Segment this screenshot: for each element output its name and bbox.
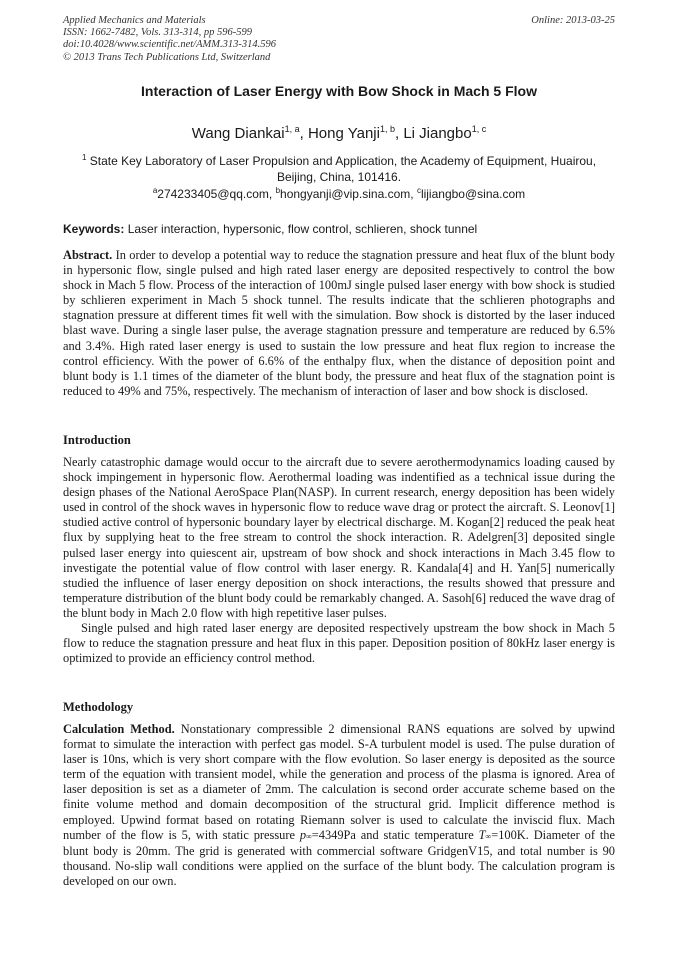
paragraph: Nearly catastrophic damage would occur to the aircraft due to severe aerothermodynamics loading caused by shock impingement in hypersonic flow. Aerothermal loading was indentified as a technical issue during the design phases of the National AeroSpace Plan(NASP). In current research, energy deposition has been widely used in control of the shock waves in hypersonic flow to reduce wave drag or protect the aircraft. S. Leonov[1] studied active control of hypersonic boundary layer by electrical discharge. M. Kogan[2] reduced the peak heat flux by supplying heat to the free stream to control the shock interaction. R. Adelgren[3] deposited single pulsed laser energy into quiescent air, upstream of bow shock and shock interactions in Mach 3.45 flow to investigate the potential value of flow control with laser energy. R. Kandala[4] and H. Yan[5] numerically studied the influence of laser energy deposition on shock interactions, the results showed that pressure and temperature distribution of the blunt body could be remarkably changed. A. Sasoh[6] reduced the wave drag of the blunt body in Mach 2.0 flow with high repetitive laser pulses.	[63, 455, 615, 620]
introduction-heading: Introduction	[63, 433, 131, 447]
issn-line: ISSN: 1662-7482, Vols. 313-314, pp 596-599	[63, 27, 252, 39]
author-list	[40, 124, 638, 142]
keywords	[63, 222, 615, 236]
methodology-heading: Methodology	[63, 700, 134, 714]
abstract-label: Abstract.	[63, 248, 113, 262]
author: Li Jiangbo$^{1, c}$	[403, 124, 487, 142]
calculation-method-label: Calculation Method.	[63, 722, 175, 736]
paper-title: Interaction of Laser Energy with Bow Shock in Mach 5 Flow	[141, 83, 537, 99]
author: Wang Diankai$^{1, a}$,	[191, 124, 308, 142]
email-list: $^a$274233405@qq.com, $^b$hongyanji@vip.sina.com, $^c$lijiangbo@sina.com	[152, 186, 526, 201]
author: Hong Yanji$^{1, b}$,	[307, 124, 404, 142]
methodology-body	[63, 722, 615, 889]
introduction-body	[63, 455, 615, 666]
email-link[interactable]: 274233405@qq.com	[157, 187, 269, 201]
doi-line: doi:10.4028/www.scientific.net/AMM.313-314.596	[63, 39, 276, 51]
abstract	[63, 248, 615, 399]
keywords-label: Keywords:	[63, 222, 125, 236]
paragraph: Calculation Method. Nonstationary compressible 2 dimensional RANS equations are solved by upwind format to simulate the interaction with perfect gas model. S-A turbulent model is used. The pulse duration of laser is 10ns, which is very short compare with the flow evolution. So laser energy is deposited as the source term of the equation with transient model, while the generation and process of the plasma is ignored. Area of laser deposition is set as a diameter of 2mm. The calculation is second order accurate scheme based on the finite volume method and domain decomposition of the structural grid. Implicit difference method is employed. Upwind format based on rotating Riemann solver is used to calculate the inviscid flux. Mach number of the flow is 5, with static pressure p∞=4349Pa and static temperature T∞=100K. Diameter of the blunt body is 20mm. The grid is generated with commercial software GridgenV15, and total number is 90 thousand. No-slip wall conditions were applied on the surface of the blunt body. The calculation program is developed on our own.	[63, 722, 615, 888]
journal-name: Applied Mechanics and Materials	[63, 15, 206, 26]
paragraph: Single pulsed and high rated laser energy are deposited respectively upstream the bow shock in Mach 5 flow to reduce the stagnation pressure and heat flux in this paper. Deposition position of 80kHz laser energy is optimized to provide an efficiency control method.	[63, 621, 615, 666]
email-link[interactable]: lijiangbo@sina.com	[420, 187, 526, 201]
affiliation: $^1$ State Key Laboratory of Laser Propulsion and Application, the Academy of Equipment, Huairou, Beijing, China, 101416.	[81, 153, 597, 184]
abstract-text: In order to develop a potential way to reduce the stagnation pressure and heat flux of the blunt body in hypersonic flow, single pulsed and high rated laser energy are deposited respectively to control the bow shock in Mach 5 flow. Process of the interaction of 100mJ single pulsed laser energy with bow shock is studied by schlieren experiment in Mach 5 shock tunnel. The results indicate that the schlieren photographs and stagnation pressure at different times fit well with the simulation. Bow shock is distorted by the laser induced blast wave. During a single laser pulse, the average stagnation pressure and temperature are reduced by 6.5% and 3.4%. High rated laser energy is used to sustain the low pressure and heat flux region to increase the control efficiency. With the power of 6.6% of the enthalpy flux, when the distance of deposition point and blunt body is 1.1 times of the diameter of the blunt body, the pressure and heat flux of the stagnation point is reduced to 49% and 75%, respectively. The mechanism of interaction of laser and bow shock is disclosed.	[63, 248, 615, 398]
journal-header	[63, 15, 615, 64]
online-date: Online: 2013-03-25	[531, 15, 615, 26]
email-link[interactable]: hongyanji@vip.sina.com	[280, 187, 411, 201]
copyright-line: © 2013 Trans Tech Publications Ltd, Switzerland	[63, 51, 271, 63]
keywords-text: Laser interaction, hypersonic, flow control, schlieren, shock tunnel	[124, 222, 478, 236]
